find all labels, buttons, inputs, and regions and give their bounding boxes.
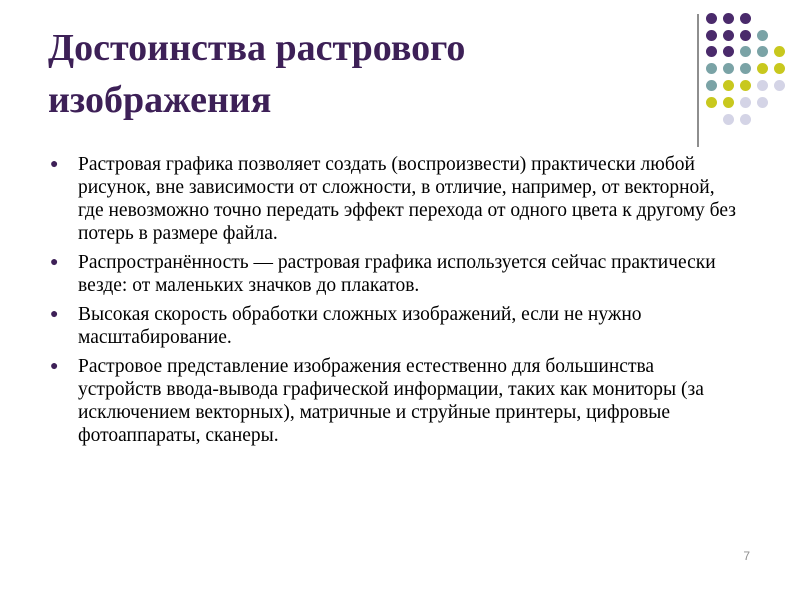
decorative-dot	[723, 63, 734, 74]
decorative-dot	[706, 80, 717, 91]
decorative-dot	[706, 46, 717, 57]
bullet-text: Распространённость — растровая графика используется сейчас практически везде: от маленьких значков до плакатов.	[78, 252, 716, 296]
decorative-dot	[706, 63, 717, 74]
decorative-dot	[757, 46, 768, 57]
bullet-text: Растровое представление изображения естественно для большинства устройств ввода-вывода графической информации, таких как мониторы (за исключением векторных), матричные и струйные принтеры, цифровые фотоаппараты, сканеры.	[78, 356, 704, 446]
decorative-dot	[740, 63, 751, 74]
slide-title: Достоинства растрового изображения	[48, 27, 466, 121]
decorative-dot	[740, 46, 751, 57]
decorative-dot	[740, 30, 751, 41]
decorative-dot	[706, 30, 717, 41]
decorative-dot	[757, 30, 768, 41]
decorative-dot	[774, 63, 785, 74]
decorative-dot	[706, 13, 717, 24]
decorative-dot	[774, 46, 785, 57]
bullet-text: Высокая скорость обработки сложных изображений, если не нужно масштабирование.	[78, 304, 642, 348]
decorative-dot	[740, 97, 751, 108]
decorative-dot	[757, 97, 768, 108]
bullet-icon: ●	[50, 307, 59, 322]
decorative-dot	[723, 46, 734, 57]
decorative-dot	[723, 80, 734, 91]
decorative-dot	[774, 80, 785, 91]
decorative-dot	[706, 97, 717, 108]
decorative-dot	[757, 63, 768, 74]
decorative-dot	[757, 80, 768, 91]
decorative-dot	[740, 114, 751, 125]
decorative-dot	[723, 13, 734, 24]
bullet-item	[48, 303, 738, 349]
bullet-icon: ●	[50, 255, 59, 270]
decorative-dot	[723, 30, 734, 41]
bullet-icon: ●	[50, 359, 59, 374]
decorative-dot	[740, 80, 751, 91]
bullet-item	[48, 153, 738, 245]
bullet-item	[48, 251, 738, 297]
bullet-icon: ●	[50, 157, 59, 172]
bullet-list	[48, 153, 738, 453]
bullet-item	[48, 355, 738, 447]
decorative-dot	[723, 97, 734, 108]
dot-grid-decoration	[0, 0, 800, 150]
decorative-dot	[723, 114, 734, 125]
page-number: 7	[743, 549, 750, 563]
bullet-text: Растровая графика позволяет создать (воспроизвести) практически любой рисунок, вне зависимости от сложности, в отличие, например, от векторной, где невозможно точно передать эффект перехода от одного цвета к другому без потерь в размере файла.	[78, 154, 736, 244]
decorative-dot	[740, 13, 751, 24]
